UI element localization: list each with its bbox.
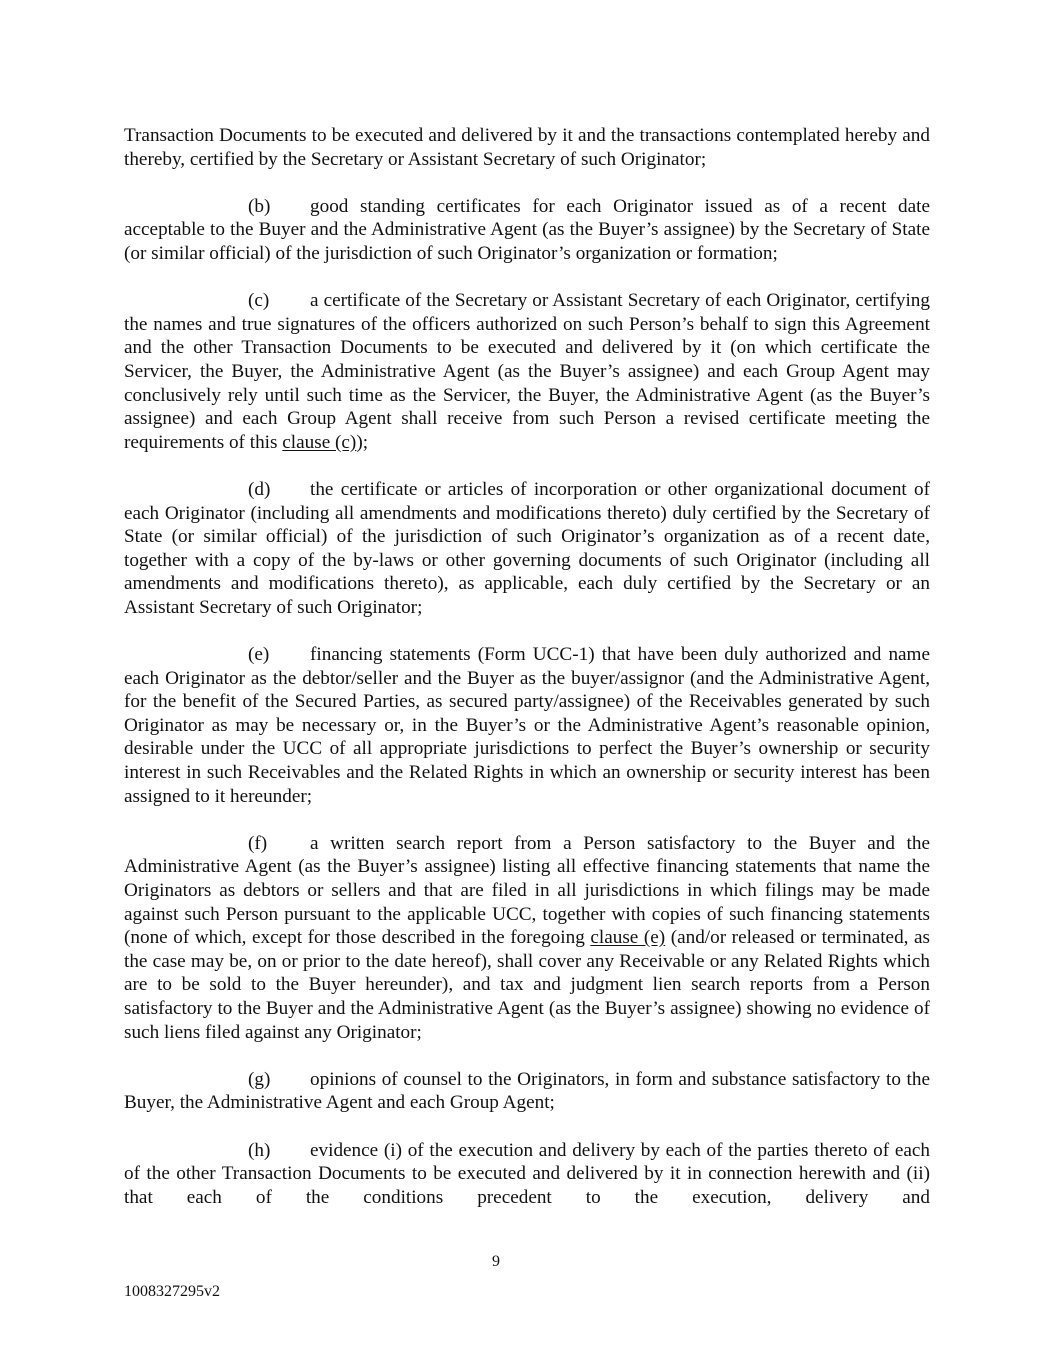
clause-d [124,478,930,620]
clause-marker: (h) [248,1139,271,1161]
clause-marker: (g) [248,1068,271,1090]
clause-marker: (e) [248,644,270,666]
clause-h [124,1139,930,1210]
clause-text: good standing certificates for each Originator issued as of a recent date acceptable to the Buyer and the Administrative Agent (as the Buyer’s assignee) by the Secretary of State (or similar official) of the jurisdiction of such Originator’s organization or formation; [124,195,930,264]
clause-f [124,832,930,1044]
clause-reference: clause (c) [282,431,357,453]
clause-marker: (d) [248,478,271,500]
clause-e [124,643,930,808]
clause-marker: (c) [248,290,270,312]
clause-text: opinions of counsel to the Originators, in form and substance satisfactory to the Buyer, the Administrative Agent and each Group Agent; [124,1068,930,1114]
document-page [124,124,930,1233]
clause-marker: (f) [248,832,268,854]
document-id: 1008327295v2 [124,1283,220,1300]
clause-marker: (b) [248,195,271,217]
clause-b [124,195,930,266]
clause-text: a certificate of the Secretary or Assistant Secretary of each Originator, certifying the names and true signatures of the officers authorized on such Person’s behalf to sign this Agreement and the other Transaction Documents to be executed and delivered by it (on which certificate the Servicer, the Buyer, the Administrative Agent (as the Buyer’s assignee) and each Group Agent may conclusively rely until such time as the Servicer, the Buyer, the Administrative Agent (as the Buyer’s assignee) and each Group Agent shall receive from such Person a revised certificate meeting the requirements of this [124,290,930,453]
clause-text: financing statements (Form UCC-1) that have been duly authorized and name each Originator as the debtor/seller and the Buyer as the buyer/assignor (and the Administrative Agent, for the benefit of the Secured Parties, as secured party/assignee) of the Receivables generated by such Originator as may be necessary or, in the Buyer’s or the Administrative Agent’s reasonable opinion, desirable under the UCC of all appropriate jurisdictions to perfect the Buyer’s ownership or security interest in such Receivables and the Related Rights in which an ownership or security interest has been assigned to it hereunder; [124,644,930,807]
clause-text: the certificate or articles of incorporation or other organizational document of each Originator (including all amendments and modifications thereto) duly certified by the Secretary of State (or similar official) of the jurisdiction of such Originator’s organization as of a recent date, together with a copy of the by-laws or other governing documents of such Originator (including all amendments and modifications thereto), as applicable, each duly certified by the Secretary or an Assistant Secretary of such Originator; [124,478,930,618]
clause-text: a written search report from a Person satisfactory to the Buyer and the Administrative Agent (as the Buyer’s assignee) listing all effective financing statements that name the Originators as debtors or sellers and that are filed in all jurisdictions in which filings may be made against such Person pursuant to the applicable UCC, together with copies of such financing statements (none of which, except for those described in the foregoing [124,832,930,949]
clause-reference: clause (e) [590,927,666,949]
clause-text-end: ); [356,431,369,453]
clause-text: evidence (i) of the execution and delivery by each of the parties thereto of each of the other Transaction Documents to be executed and delivered by it in connection herewith and (ii) that each of the conditions precedent to the execution, delivery and [124,1139,930,1208]
clause-c [124,289,930,454]
clause-text-end: (and/or released or terminated, as the case may be, on or prior to the date hereof), shall cover any Receivable or any Related Rights which are to be sold to the Buyer hereunder), and tax and judgment lien search reports from a Person satisfactory to the Buyer and the Administrative Agent (as the Buyer’s assignee) showing no evidence of such liens filed against any Originator; [124,927,931,1043]
clause-g [124,1068,930,1115]
continuation-text: Transaction Documents to be executed and delivered by it and the transactions contemplated hereby and thereby, certified by the Secretary or Assistant Secretary of such Originator; [124,125,930,170]
page-number: 9 [492,1253,500,1270]
continuation-paragraph [124,124,930,171]
